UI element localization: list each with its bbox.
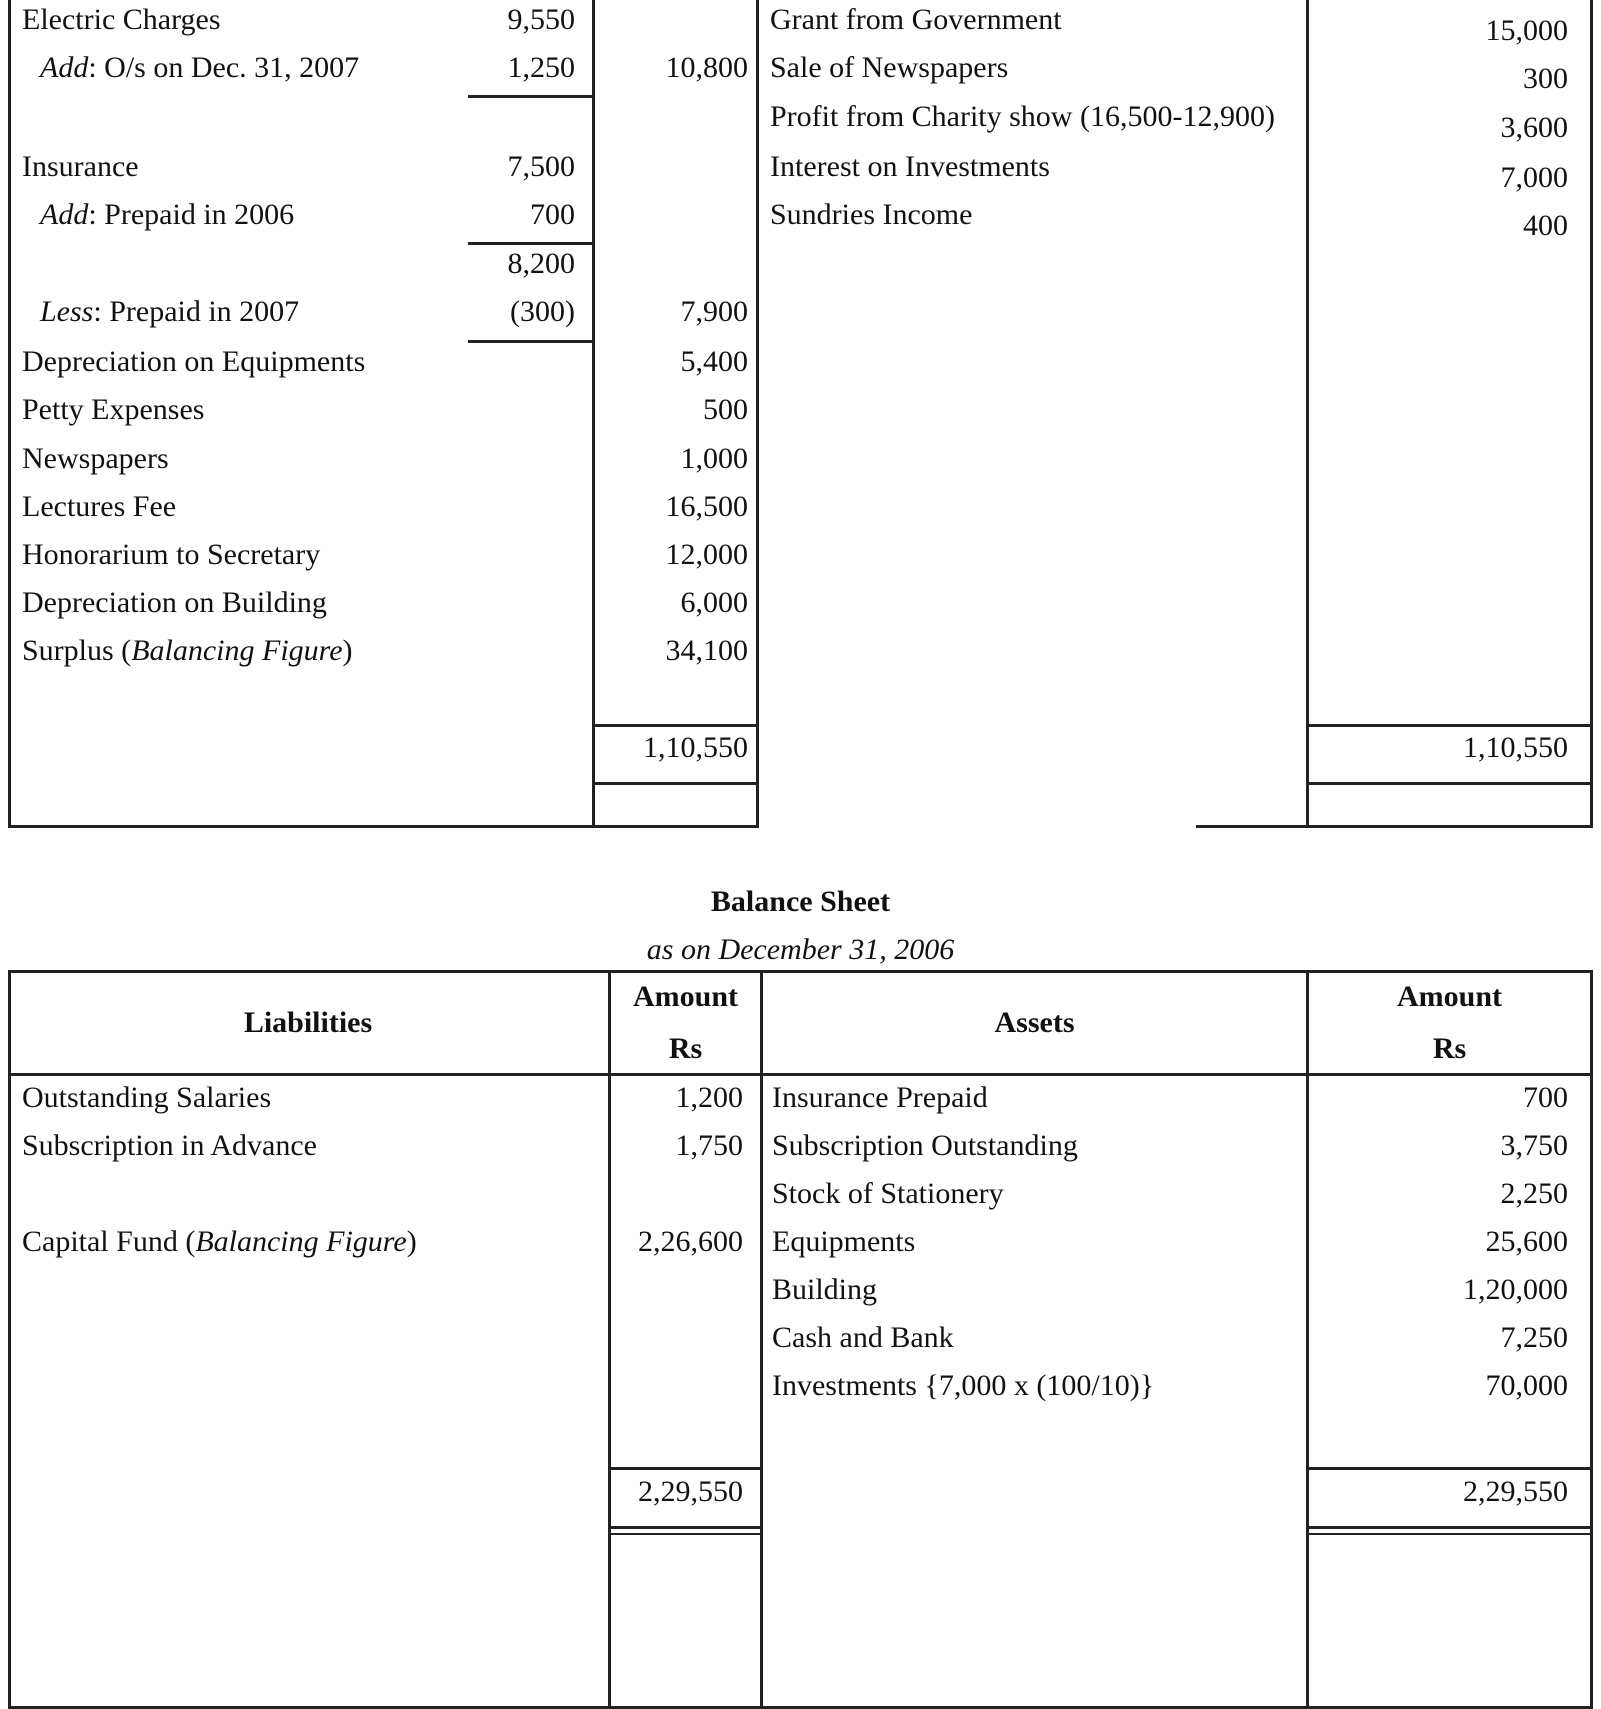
- bs-header-amount-left-line1: Amount: [632, 980, 738, 1013]
- capital-fund-close: ): [406, 1225, 417, 1258]
- income-row-amount: 400: [1523, 209, 1568, 242]
- bs-total-top-rule-left: [608, 1467, 763, 1470]
- income-row-amount: 7,000: [1500, 161, 1568, 194]
- table-bottom-rule-left: [8, 825, 759, 828]
- expenditure-total: 1,10,550: [643, 731, 748, 764]
- bs-divider-assets-amount: [1306, 970, 1309, 1709]
- bs-top-rule: [8, 970, 1593, 973]
- expenditure-row-amount: 6,000: [680, 586, 748, 619]
- bs-total-top-rule-right: [1306, 1467, 1593, 1470]
- bs-asset-row-amount: 700: [1523, 1081, 1568, 1114]
- bs-liability-row-label: Subscription in Advance: [22, 1129, 317, 1162]
- expenditure-row-sub-amount: 7,500: [507, 150, 575, 183]
- bs-asset-row-label: Cash and Bank: [772, 1321, 954, 1354]
- bs-header-amount-left-line2: Rs: [668, 1032, 703, 1065]
- expenditure-row-label: [40, 200, 294, 230]
- balance-sheet-title: Balance Sheet: [710, 885, 891, 918]
- expenditure-row-sub-amount: (300): [510, 295, 575, 328]
- bs-asset-row-label: Insurance Prepaid: [772, 1081, 988, 1114]
- total-top-rule-left: [592, 724, 759, 727]
- surplus-close: ): [342, 634, 353, 667]
- surplus-italic: Balancing Figure: [131, 634, 343, 667]
- income-row-amount: 15,000: [1485, 14, 1568, 47]
- bs-header-liabilities: Liabilities: [243, 1006, 373, 1039]
- balance-sheet-table: [0, 970, 1601, 1709]
- bs-total-double-rule-right: [1306, 1533, 1593, 1535]
- add-prefix: Add: [40, 51, 89, 84]
- expenditure-row-amount: 16,500: [665, 490, 748, 523]
- bs-border-right: [1590, 970, 1593, 1709]
- income-row-amount: 3,600: [1500, 111, 1568, 144]
- bs-asset-row-amount: 1,20,000: [1463, 1273, 1568, 1306]
- bs-liabilities-total: 2,29,550: [638, 1475, 743, 1508]
- row-text: Prepaid in 2006: [104, 198, 295, 231]
- bs-divider-liabilities-amount: [608, 970, 611, 1709]
- column-divider-expenditure-amount: [756, 0, 759, 828]
- column-divider-income-amount: [1306, 0, 1309, 828]
- row-text: O/s on Dec. 31, 2007: [104, 51, 360, 84]
- expenditure-row-amount: 12,000: [665, 538, 748, 571]
- add-suffix: :: [88, 198, 105, 231]
- expenditure-row-label-surplus: [22, 636, 353, 666]
- expenditure-row-label: Depreciation on Equipments: [22, 345, 366, 378]
- income-row-label: Sale of Newspapers: [770, 51, 1009, 84]
- less-suffix: :: [93, 295, 110, 328]
- bs-asset-row-amount: 70,000: [1485, 1369, 1568, 1402]
- less-prefix: Less: [40, 295, 94, 328]
- add-prefix: Add: [40, 198, 89, 231]
- expenditure-row-amount: 10,800: [665, 51, 748, 84]
- income-row-amount: 300: [1523, 62, 1568, 95]
- expenditure-row-amount: 5,400: [680, 345, 748, 378]
- total-bottom-rule-left: [592, 782, 759, 785]
- expenditure-row-label: Electric Charges: [22, 3, 221, 36]
- income-total: 1,10,550: [1463, 731, 1568, 764]
- expenditure-row-label: [40, 297, 299, 327]
- expenditure-row-amount: 1,000: [680, 442, 748, 475]
- income-row-label: Grant from Government: [770, 3, 1062, 36]
- bs-asset-row-amount: 7,250: [1500, 1321, 1568, 1354]
- bs-liability-row-amount: 1,200: [675, 1081, 743, 1114]
- balance-sheet-subtitle: as on December 31, 2006: [646, 933, 955, 966]
- row-text: Prepaid in 2007: [109, 295, 300, 328]
- expenditure-row-sub-amount: 9,550: [507, 3, 575, 36]
- expenditure-row-sub-amount: 700: [530, 198, 575, 231]
- capital-fund-text: Capital Fund (: [22, 1225, 196, 1258]
- income-expenditure-table: [0, 0, 1601, 830]
- expenditure-row-amount: 500: [703, 393, 748, 426]
- bs-total-bottom-rule-left: [608, 1526, 763, 1529]
- bs-header-assets: Assets: [994, 1006, 1075, 1039]
- bs-asset-row-amount: 2,250: [1500, 1177, 1568, 1210]
- bs-total-double-rule-left: [608, 1533, 763, 1535]
- bs-header-amount-right-line2: Rs: [1432, 1032, 1467, 1065]
- bs-liability-row-label: Outstanding Salaries: [22, 1081, 272, 1114]
- expenditure-row-amount: 34,100: [665, 634, 748, 667]
- surplus-text: Surplus (: [22, 634, 132, 667]
- bs-header-bottom-rule: [8, 1073, 1593, 1076]
- bs-total-bottom-rule-right: [1306, 1526, 1593, 1529]
- bs-liability-row-amount: 2,26,600: [638, 1225, 743, 1258]
- table-border-left: [8, 0, 11, 828]
- total-bottom-rule-right: [1306, 782, 1593, 785]
- bs-asset-row-label: Investments {7,000 x (100/10)}: [772, 1369, 1155, 1402]
- income-row-label: Sundries Income: [770, 198, 973, 231]
- bs-asset-row-label: Building: [772, 1273, 878, 1306]
- bs-asset-row-label: Subscription Outstanding: [772, 1129, 1078, 1162]
- income-row-label: Profit from Charity show (16,500-12,900): [770, 100, 1275, 133]
- table-bottom-rule-right: [1196, 825, 1593, 828]
- bs-assets-total: 2,29,550: [1463, 1475, 1568, 1508]
- expenditure-row-label: Insurance: [22, 150, 139, 183]
- expenditure-row-label: Petty Expenses: [22, 393, 205, 426]
- subtotal-rule: [468, 242, 592, 245]
- expenditure-row-sub-amount: 8,200: [507, 247, 575, 280]
- total-top-rule-right: [1306, 724, 1593, 727]
- expenditure-row-label: Newspapers: [22, 442, 169, 475]
- income-row-label: Interest on Investments: [770, 150, 1050, 183]
- expenditure-row-label: [40, 53, 359, 83]
- table-border-right: [1590, 0, 1593, 828]
- expenditure-row-label: Depreciation on Building: [22, 586, 327, 619]
- column-divider-expenditure-sub: [592, 0, 595, 828]
- bs-divider-amount-assets: [760, 970, 763, 1709]
- expenditure-row-amount: 7,900: [680, 295, 748, 328]
- subtotal-rule: [468, 340, 592, 343]
- expenditure-row-label: Honorarium to Secretary: [22, 538, 321, 571]
- expenditure-row-sub-amount: 1,250: [507, 51, 575, 84]
- expenditure-row-label: Lectures Fee: [22, 490, 177, 523]
- subtotal-rule: [468, 95, 592, 98]
- bs-asset-row-amount: 3,750: [1500, 1129, 1568, 1162]
- bs-liability-row-label-capital-fund: [22, 1227, 417, 1257]
- bs-border-left: [8, 970, 11, 1709]
- bs-liability-row-amount: 1,750: [675, 1129, 743, 1162]
- add-suffix: :: [88, 51, 105, 84]
- bs-header-amount-right-line1: Amount: [1396, 980, 1502, 1013]
- bs-asset-row-amount: 25,600: [1485, 1225, 1568, 1258]
- capital-fund-italic: Balancing Figure: [195, 1225, 407, 1258]
- bs-asset-row-label: Stock of Stationery: [772, 1177, 1004, 1210]
- bs-asset-row-label: Equipments: [772, 1225, 916, 1258]
